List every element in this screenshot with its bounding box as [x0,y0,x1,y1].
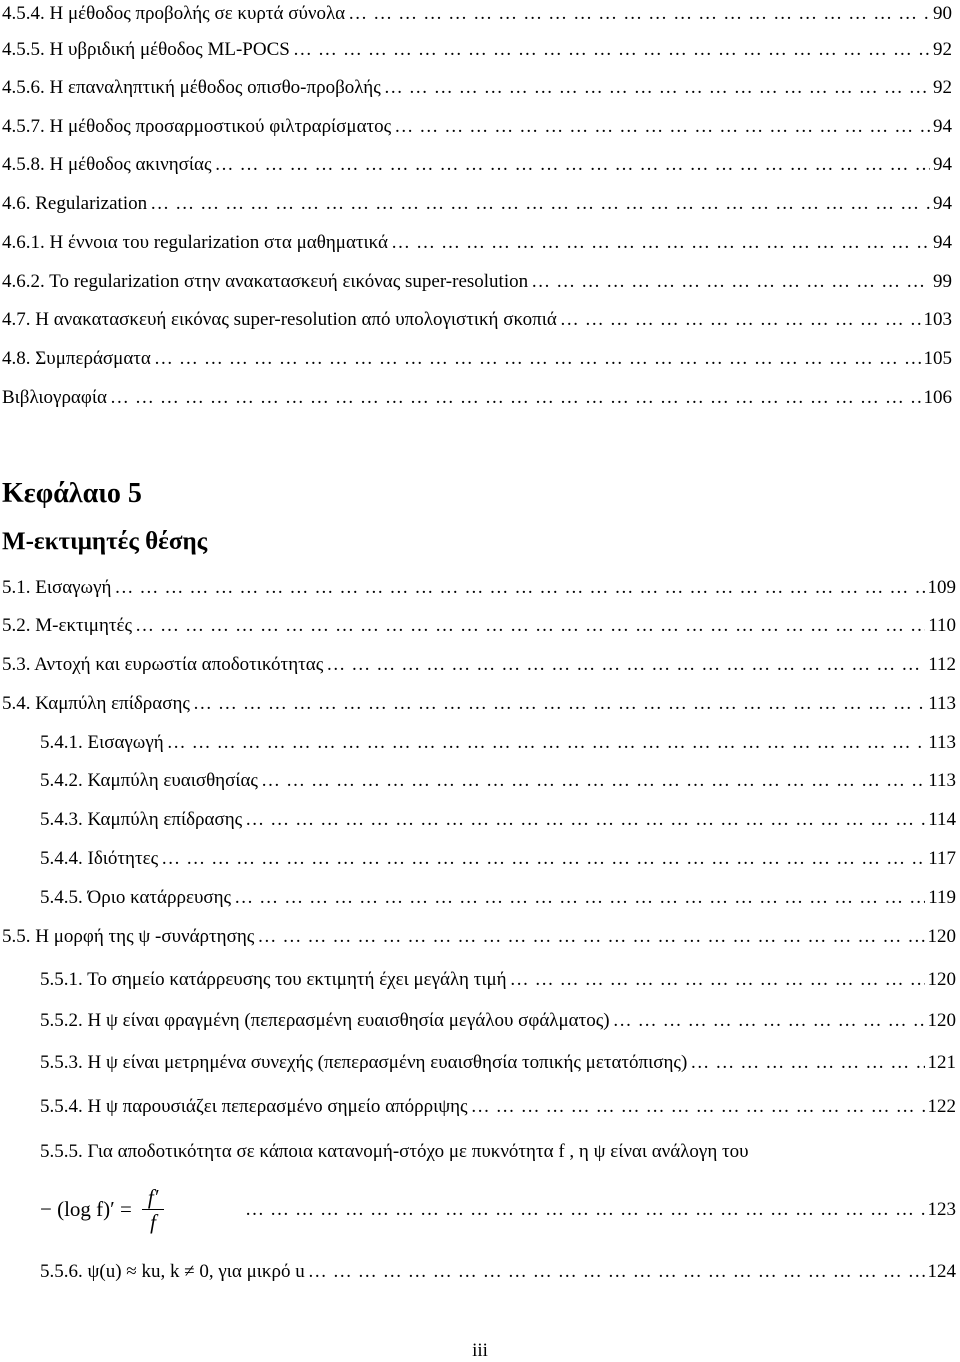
toc-entry[interactable] [40,729,956,757]
toc-entry-label: 4.5.8. Η μέθοδος ακινησίας [2,154,212,175]
toc-entry[interactable] [242,1196,956,1224]
toc-entry-page: 121 [927,1052,956,1073]
toc-entry-label: 5.5. Η μορφή της ψ -συνάρτησης [2,926,255,947]
toc-entry-page: 105 [923,348,952,369]
toc-entry-page: 113 [928,693,956,714]
toc-entry-page: 113 [928,732,956,753]
toc-entry[interactable] [2,651,956,679]
dot-leader [234,884,925,912]
toc-entry-label: 4.5.7. Η μέθοδος προσαρμοστικού φιλτραρίσματος [2,116,392,137]
toc-entry-label: 5.5.1. Το σημείο κατάρρευσης του εκτιμητή έχει μεγάλη τιμή [40,969,507,990]
toc-entry[interactable] [2,690,956,718]
toc-entry-page: 117 [928,848,956,869]
dot-leader [308,1258,925,1286]
dot-leader [245,806,925,834]
dot-leader [193,690,925,718]
toc-entry[interactable] [2,36,952,64]
toc-entry[interactable] [40,806,956,834]
toc-entry-page: 94 [933,116,952,137]
dot-leader [257,923,924,951]
dot-leader [261,767,925,795]
toc-entry-page: 110 [928,615,956,636]
toc-entry[interactable] [2,923,956,951]
dot-leader [391,229,930,257]
toc-entry-label: 4.6. Regularization [2,193,148,214]
toc-entry-page: 119 [928,887,956,908]
toc-entry[interactable] [40,1258,956,1286]
toc-entry[interactable] [2,612,956,640]
toc-entry-label: 5.5.5. Για αποδοτικότητα σε κάποια κατανομή-στόχο με πυκνότητα f , η ψ είναι ανάλογη του [40,1141,749,1162]
dot-leader [114,574,924,602]
toc-entry[interactable] [2,74,952,102]
toc-entry[interactable] [2,151,952,179]
toc-entry[interactable] [40,1138,956,1166]
dot-leader [326,651,925,679]
toc-entry[interactable] [40,845,956,873]
toc-entry-label: 4.6.1. Η έννοια του regularization στα μαθηματικά [2,232,389,253]
toc-entry-label: 5.4.5. Όριο κατάρρευσης [40,887,232,908]
toc-entry[interactable] [2,306,952,334]
page-number: iii [472,1340,488,1361]
toc-entry-label: 5.1. Εισαγωγή [2,577,112,598]
toc-entry[interactable] [40,1007,956,1035]
toc-entry[interactable] [2,574,956,602]
toc-entry-page: 120 [927,969,956,990]
formula-log-derivative [40,1186,164,1232]
dot-leader [560,306,921,334]
toc-entry-page: 123 [927,1199,956,1220]
toc-entry-label: 5.5.4. Η ψ παρουσιάζει πεπερασμένο σημείο απόρριψης [40,1096,468,1117]
dot-leader [348,0,930,28]
toc-entry-label: 5.3. Αντοχή και ευρωστία αποδοτικότητας [2,654,324,675]
dot-leader [150,190,930,218]
toc-entry[interactable] [2,0,952,28]
toc-entry-page: 94 [933,193,952,214]
dot-leader [394,113,930,141]
toc-entry-page: 90 [933,3,952,24]
dot-leader [214,151,930,179]
dot-leader [110,384,921,412]
toc-entry-label: Βιβλιογραφία [2,387,107,408]
toc-entry-page: 112 [928,654,956,675]
dot-leader [293,36,930,64]
toc-entry[interactable] [40,1093,956,1121]
toc-entry[interactable] [2,345,952,373]
chapter-subtitle: Μ-εκτιμητές θέσης [2,528,208,555]
toc-entry[interactable] [2,384,952,412]
toc-entry-page: 106 [923,387,952,408]
toc-entry-page: 92 [933,39,952,60]
toc-entry-label: 4.6.2. Το regularization στην ανακατασκευή εικόνας super-resolution [2,271,529,292]
toc-entry[interactable] [40,1049,956,1077]
toc-entry-label: 5.2. Μ-εκτιμητές [2,615,133,636]
toc-entry-page: 124 [927,1261,956,1282]
toc-entry-page: 103 [923,309,952,330]
dot-leader [613,1007,925,1035]
dot-leader [471,1093,925,1121]
toc-entry-label: 4.5.4. Η μέθοδος προβολής σε κυρτά σύνολα [2,3,346,24]
toc-entry-label: 5.5.6. ψ(u) ≈ ku, k ≠ 0, για μικρό u [40,1261,305,1282]
toc-entry-page: 114 [928,809,956,830]
toc-entry-page: 99 [933,271,952,292]
toc-entry-label: 5.4.3. Καμπύλη επίδρασης [40,809,243,830]
dot-leader [154,345,921,373]
toc-entry-label: 4.5.6. Η επαναληπτική μέθοδος οπισθο-προβολής [2,77,381,98]
toc-entry-page: 94 [933,232,952,253]
toc-entry-label: 5.4. Καμπύλη επίδρασης [2,693,190,714]
toc-entry-page: 120 [927,926,956,947]
chapter-title: Κεφάλαιο 5 [2,478,142,509]
formula-fraction [142,1185,164,1234]
dot-leader [135,612,925,640]
toc-entry-page: 113 [928,770,956,791]
toc-entry[interactable] [2,268,952,296]
dot-leader [510,966,925,994]
dot-leader [384,74,930,102]
dot-leader [161,845,925,873]
toc-entry-page: 94 [933,154,952,175]
dot-leader [167,729,926,757]
toc-entry-label: 5.5.2. Η ψ είναι φραγμένη (πεπερασμένη ευαισθησία μεγάλου σφάλματος) [40,1010,610,1031]
toc-entry[interactable] [40,966,956,994]
toc-entry-page: 120 [927,1010,956,1031]
toc-entry-page: 92 [933,77,952,98]
toc-entry[interactable] [2,113,952,141]
toc-entry-page: 109 [927,577,956,598]
formula-denominator: f [150,1209,156,1234]
toc-entry[interactable] [2,229,952,257]
toc-entry-label: 5.4.1. Εισαγωγή [40,732,164,753]
toc-entry-label: 5.4.4. Ιδιότητες [40,848,159,869]
toc-entry-label: 4.5.5. Η υβριδική μέθοδος ML-POCS [2,39,290,60]
toc-entry[interactable] [40,884,956,912]
dot-leader [690,1049,924,1077]
toc-entry-label: 4.7. Η ανακατασκευή εικόνας super-resolution από υπολογιστική σκοπιά [2,309,557,330]
toc-entry-page: 122 [927,1096,956,1117]
toc-entry-label: 4.8. Συμπεράσματα [2,348,151,369]
toc-entry-label: 5.5.3. Η ψ είναι μετρημένα συνεχής (πεπερασμένη ευαισθησία τοπικής μετατόπισης) [40,1052,688,1073]
dot-leader [245,1196,925,1224]
formula-numerator: f′ [142,1185,164,1210]
toc-entry[interactable] [40,767,956,795]
formula-lhs: − (log f)′ = [40,1196,132,1221]
toc-entry-label: 5.4.2. Καμπύλη ευαισθησίας [40,770,258,791]
toc-entry[interactable] [2,190,952,218]
dot-leader [531,268,930,296]
